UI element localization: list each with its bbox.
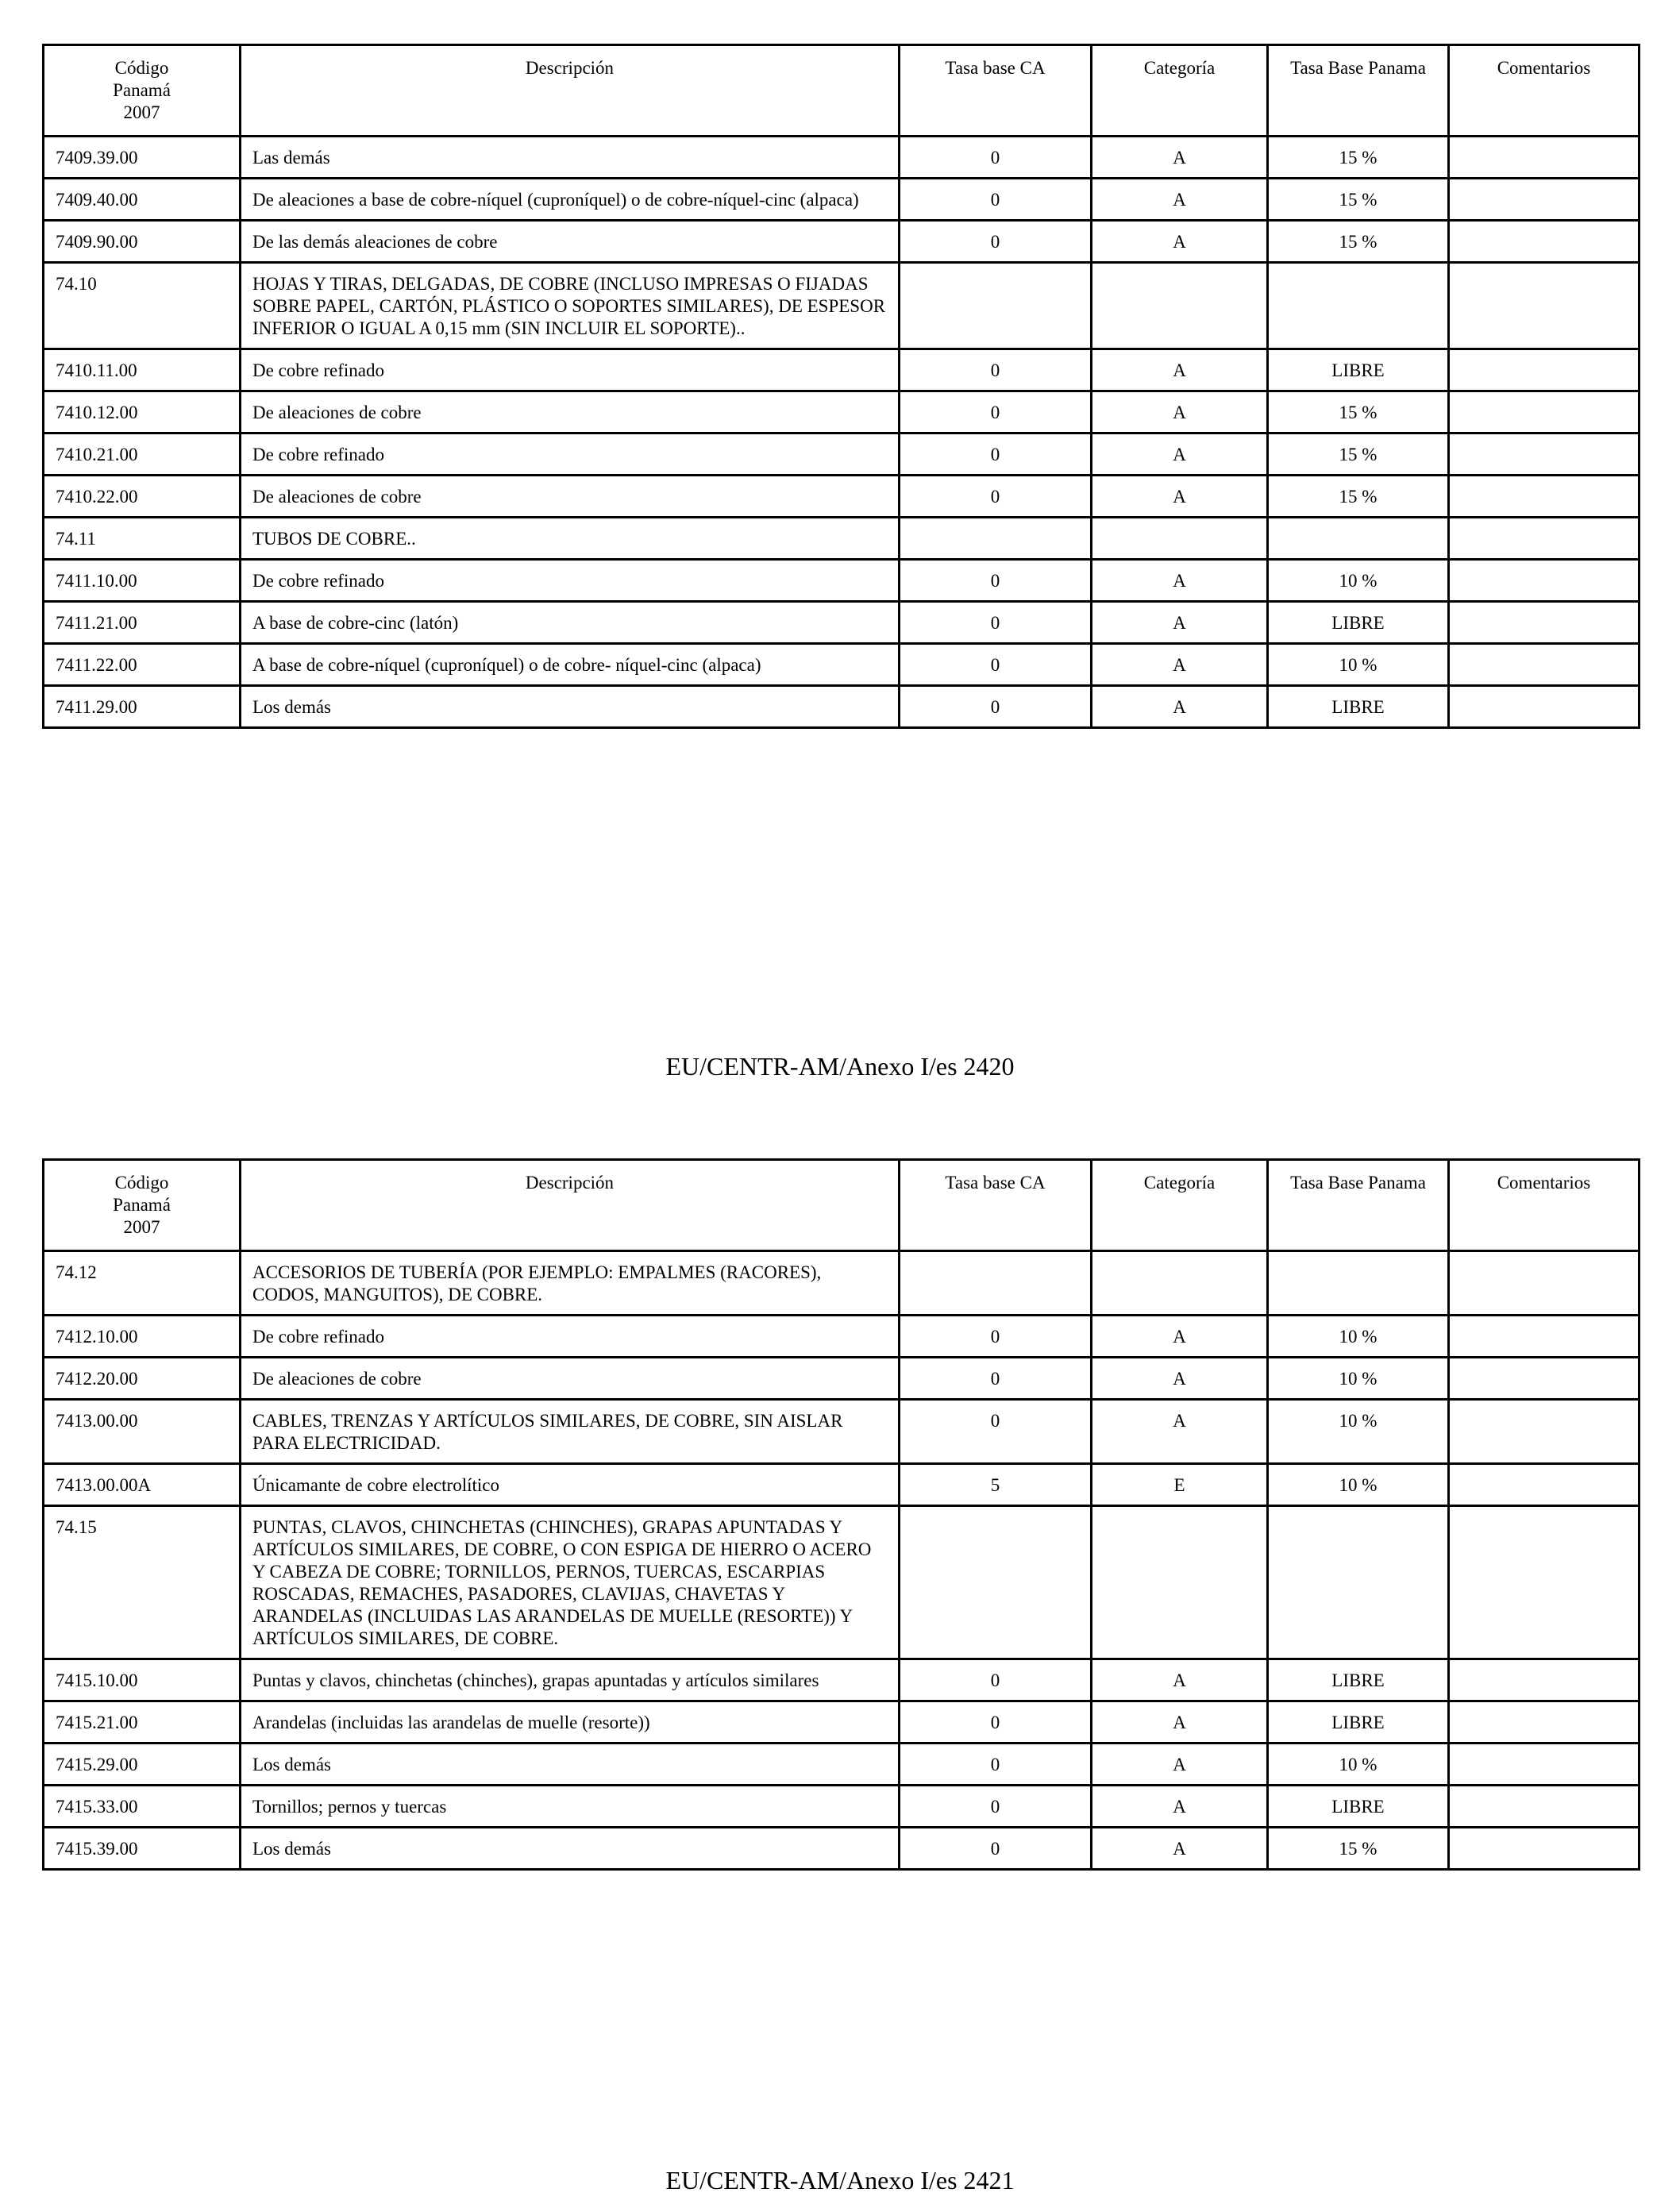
table-row [44,560,1640,602]
cell-tasa-ca: 0 [900,1786,1092,1828]
cell-categoria: A [1092,602,1268,644]
cell-description: Las demás [241,137,900,179]
page-footer-2420: EU/CENTR-AM/Anexo I/es 2420 [665,1052,1015,1081]
cell-tasa-panama: LIBRE [1268,1786,1449,1828]
cell-description: De cobre refinado [241,349,900,391]
table-row [44,391,1640,433]
cell-tasa-ca: 0 [900,137,1092,179]
cell-comentarios [1449,179,1640,221]
cell-code: 7411.10.00 [44,560,241,602]
cell-code: 7411.21.00 [44,602,241,644]
cell-tasa-panama: 10 % [1268,1400,1449,1464]
cell-categoria: A [1092,1701,1268,1744]
cell-comentarios [1449,1744,1640,1786]
cell-categoria: A [1092,644,1268,686]
table-row [44,1744,1640,1786]
cell-tasa-panama: 15 % [1268,476,1449,518]
cell-description: De aleaciones de cobre [241,391,900,433]
cell-tasa-panama: 15 % [1268,391,1449,433]
cell-code: 7415.21.00 [44,1701,241,1744]
cell-comentarios [1449,1400,1640,1464]
cell-tasa-panama: 10 % [1268,1316,1449,1358]
cell-tasa-panama: 10 % [1268,644,1449,686]
cell-tasa-ca [900,263,1092,349]
table-row [44,1464,1640,1506]
cell-description: Arandelas (incluidas las arandelas de muelle (resorte)) [241,1701,900,1744]
cell-description: HOJAS Y TIRAS, DELGADAS, DE COBRE (INCLUSO IMPRESAS O FIJADAS SOBRE PAPEL, CARTÓN, PLÁSTICO O SOPORTES SIMILARES), DE ESPESOR INFERIOR O IGUAL A 0,15 mm (SIN INCLUIR EL SOPORTE).. [241,263,900,349]
cell-code: 7409.40.00 [44,179,241,221]
cell-tasa-ca: 0 [900,391,1092,433]
cell-description: A base de cobre-níquel (cuproníquel) o de cobre- níquel-cinc (alpaca) [241,644,900,686]
cell-tasa-panama [1268,263,1449,349]
cell-code: 7415.33.00 [44,1786,241,1828]
cell-tasa-ca: 0 [900,221,1092,263]
cell-comentarios [1449,1506,1640,1659]
table-row [44,1701,1640,1744]
cell-tasa-ca: 0 [900,644,1092,686]
cell-description: Puntas y clavos, chinchetas (chinches), grapas apuntadas y artículos similares [241,1659,900,1701]
cell-code: 7413.00.00A [44,1464,241,1506]
header-tasa-ca: Tasa base CA [900,1160,1092,1251]
cell-tasa-ca [900,1251,1092,1316]
cell-comentarios [1449,560,1640,602]
cell-code: 74.15 [44,1506,241,1659]
cell-tasa-ca: 0 [900,349,1092,391]
cell-tasa-panama: 15 % [1268,137,1449,179]
cell-comentarios [1449,1251,1640,1316]
cell-categoria: A [1092,1316,1268,1358]
table-row [44,1786,1640,1828]
cell-categoria: A [1092,349,1268,391]
cell-categoria: E [1092,1464,1268,1506]
cell-categoria: A [1092,179,1268,221]
table-row [44,137,1640,179]
cell-code: 7415.29.00 [44,1744,241,1786]
cell-comentarios [1449,391,1640,433]
cell-description: ACCESORIOS DE TUBERÍA (POR EJEMPLO: EMPALMES (RACORES), CODOS, MANGUITOS), DE COBRE. [241,1251,900,1316]
table-row [44,644,1640,686]
cell-code: 74.12 [44,1251,241,1316]
cell-tasa-panama: 15 % [1268,433,1449,476]
cell-tasa-ca: 0 [900,476,1092,518]
cell-description: Los demás [241,1744,900,1786]
cell-tasa-panama: 15 % [1268,179,1449,221]
cell-tasa-ca: 5 [900,1464,1092,1506]
cell-tasa-ca: 0 [900,560,1092,602]
table-row [44,433,1640,476]
table-row [44,1506,1640,1659]
table-row [44,1358,1640,1400]
cell-description: De aleaciones de cobre [241,1358,900,1400]
table-row [44,263,1640,349]
cell-description: De aleaciones de cobre [241,476,900,518]
table-1-body [44,137,1640,728]
cell-comentarios [1449,644,1640,686]
cell-comentarios [1449,476,1640,518]
cell-categoria: A [1092,1744,1268,1786]
cell-categoria: A [1092,686,1268,728]
table-row [44,349,1640,391]
cell-code: 7412.10.00 [44,1316,241,1358]
header-categoria: Categoría [1092,1160,1268,1251]
header-tasa-panama: Tasa Base Panama [1268,45,1449,137]
cell-comentarios [1449,518,1640,560]
cell-comentarios [1449,137,1640,179]
cell-code: 7412.20.00 [44,1358,241,1400]
cell-tasa-panama: 10 % [1268,1464,1449,1506]
cell-categoria [1092,263,1268,349]
header-codigo: Código Panamá 2007 [44,1160,241,1251]
cell-comentarios [1449,433,1640,476]
cell-tasa-ca: 0 [900,179,1092,221]
table-row [44,1316,1640,1358]
cell-description: Tornillos; pernos y tuercas [241,1786,900,1828]
cell-categoria: A [1092,560,1268,602]
cell-tasa-ca: 0 [900,686,1092,728]
cell-tasa-ca: 0 [900,1828,1092,1870]
cell-tasa-ca: 0 [900,1659,1092,1701]
cell-code: 7415.10.00 [44,1659,241,1701]
cell-categoria: A [1092,391,1268,433]
cell-tasa-ca: 0 [900,1701,1092,1744]
cell-tasa-ca [900,1506,1092,1659]
cell-description: De las demás aleaciones de cobre [241,221,900,263]
cell-code: 7411.22.00 [44,644,241,686]
header-tasa-panama: Tasa Base Panama [1268,1160,1449,1251]
cell-tasa-panama: 10 % [1268,1744,1449,1786]
cell-categoria: A [1092,1786,1268,1828]
cell-categoria: A [1092,433,1268,476]
cell-categoria [1092,1506,1268,1659]
table-row [44,1659,1640,1701]
cell-description: De cobre refinado [241,1316,900,1358]
header-tasa-ca: Tasa base CA [900,45,1092,137]
cell-code: 74.10 [44,263,241,349]
cell-tasa-ca: 0 [900,1744,1092,1786]
cell-comentarios [1449,1316,1640,1358]
cell-comentarios [1449,602,1640,644]
header-codigo: Código Panamá 2007 [44,45,241,137]
table-row [44,179,1640,221]
cell-tasa-panama: LIBRE [1268,1701,1449,1744]
cell-description: De cobre refinado [241,560,900,602]
cell-categoria [1092,518,1268,560]
cell-description: De cobre refinado [241,433,900,476]
cell-code: 7409.90.00 [44,221,241,263]
table-2-body [44,1251,1640,1870]
cell-comentarios [1449,349,1640,391]
cell-comentarios [1449,1659,1640,1701]
table-row [44,686,1640,728]
cell-description: A base de cobre-cinc (latón) [241,602,900,644]
cell-tasa-panama: LIBRE [1268,686,1449,728]
header-comentarios: Comentarios [1449,45,1640,137]
cell-comentarios [1449,221,1640,263]
table-header-row [44,1160,1640,1251]
table-row [44,1400,1640,1464]
cell-description: Los demás [241,686,900,728]
cell-description: CABLES, TRENZAS Y ARTÍCULOS SIMILARES, DE COBRE, SIN AISLAR PARA ELECTRICIDAD. [241,1400,900,1464]
cell-tasa-panama: LIBRE [1268,602,1449,644]
cell-tasa-panama: 15 % [1268,221,1449,263]
cell-code: 7410.12.00 [44,391,241,433]
header-descripcion: Descripción [241,1160,900,1251]
table-row [44,1828,1640,1870]
cell-tasa-panama [1268,1506,1449,1659]
cell-code: 7415.39.00 [44,1828,241,1870]
cell-tasa-ca: 0 [900,433,1092,476]
cell-code: 7410.11.00 [44,349,241,391]
cell-tasa-panama: 10 % [1268,560,1449,602]
cell-tasa-ca [900,518,1092,560]
cell-tasa-panama: 15 % [1268,1828,1449,1870]
cell-comentarios [1449,1701,1640,1744]
cell-code: 7411.29.00 [44,686,241,728]
table-row [44,221,1640,263]
header-comentarios: Comentarios [1449,1160,1640,1251]
cell-code: 7410.22.00 [44,476,241,518]
page-footer-2421: EU/CENTR-AM/Anexo I/es 2421 [665,2166,1015,2194]
cell-tasa-ca: 0 [900,1358,1092,1400]
cell-tasa-panama: LIBRE [1268,1659,1449,1701]
cell-comentarios [1449,1464,1640,1506]
table-row [44,518,1640,560]
cell-tasa-panama: LIBRE [1268,349,1449,391]
cell-tasa-panama: 10 % [1268,1358,1449,1400]
cell-comentarios [1449,263,1640,349]
cell-categoria: A [1092,476,1268,518]
cell-description: Los demás [241,1828,900,1870]
cell-code: 7413.00.00 [44,1400,241,1464]
cell-description: Únicamante de cobre electrolítico [241,1464,900,1506]
cell-categoria: A [1092,221,1268,263]
cell-categoria: A [1092,1358,1268,1400]
tariff-table-1 [42,44,1640,729]
header-categoria: Categoría [1092,45,1268,137]
cell-tasa-ca: 0 [900,1400,1092,1464]
tariff-table-2 [42,1158,1640,1871]
table-row [44,602,1640,644]
cell-comentarios [1449,1828,1640,1870]
cell-comentarios [1449,1786,1640,1828]
header-descripcion: Descripción [241,45,900,137]
cell-description: PUNTAS, CLAVOS, CHINCHETAS (CHINCHES), GRAPAS APUNTADAS Y ARTÍCULOS SIMILARES, DE COBRE, O CON ESPIGA DE HIERRO O ACERO Y CABEZA DE COBRE; TORNILLOS, PERNOS, TUERCAS, ESCARPIAS ROSCADAS, REMACHES, PASADORES, CLAVIJAS, CHAVETAS Y ARANDELAS (INCLUIDAS LAS ARANDELAS DE MUELLE (RESORTE)) Y ARTÍCULOS SIMILARES, DE COBRE. [241,1506,900,1659]
table-row [44,1251,1640,1316]
cell-categoria: A [1092,137,1268,179]
cell-comentarios [1449,686,1640,728]
cell-tasa-ca: 0 [900,602,1092,644]
cell-description: De aleaciones a base de cobre-níquel (cuproníquel) o de cobre-níquel-cinc (alpaca) [241,179,900,221]
cell-categoria [1092,1251,1268,1316]
cell-tasa-panama [1268,1251,1449,1316]
cell-code: 74.11 [44,518,241,560]
cell-tasa-panama [1268,518,1449,560]
cell-categoria: A [1092,1400,1268,1464]
table-row [44,476,1640,518]
cell-description: TUBOS DE COBRE.. [241,518,900,560]
cell-tasa-ca: 0 [900,1316,1092,1358]
cell-categoria: A [1092,1828,1268,1870]
cell-categoria: A [1092,1659,1268,1701]
cell-comentarios [1449,1358,1640,1400]
cell-code: 7409.39.00 [44,137,241,179]
cell-code: 7410.21.00 [44,433,241,476]
table-header-row [44,45,1640,137]
